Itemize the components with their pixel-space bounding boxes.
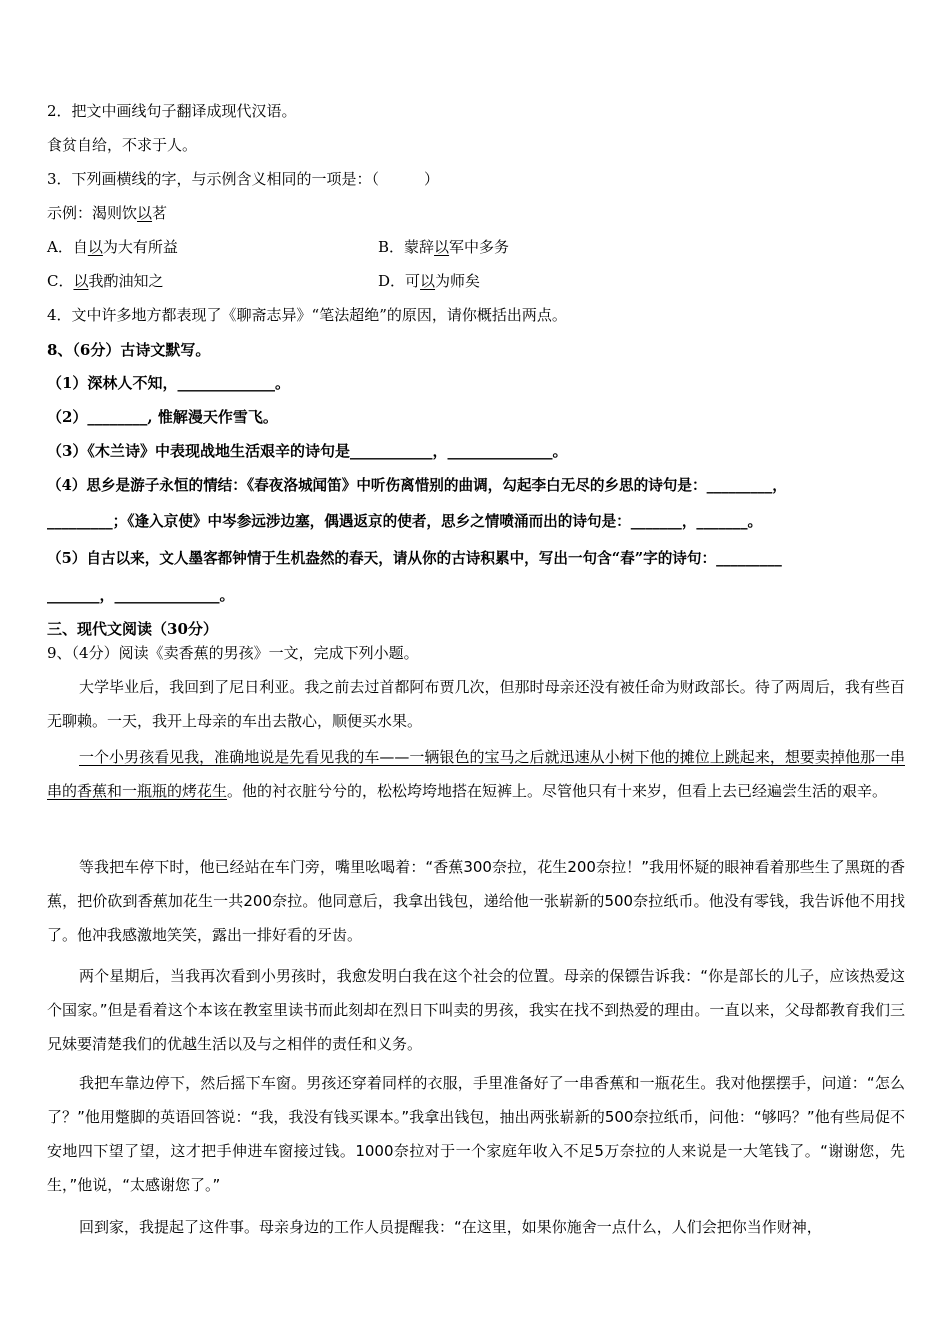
underlined-sentence: 一个小男孩看见我，准确地说是先看见我的车——一辆银色的宝马之后就迅速从小树下他的摊位上跳起来，想要卖掉他那一串串的香蕉和一瓶瓶的烤花生 bbox=[47, 748, 905, 800]
option-a: A．自以为大有所益 bbox=[47, 238, 178, 256]
option-c: C．以我酌油知之 bbox=[47, 272, 164, 290]
recite-line-1: （1）深林人不知，_____________。 bbox=[47, 374, 290, 392]
recite-line-4a: （4）思乡是游子永恒的情结：《春夜洛城闻笛》中听伤离惜别的曲调，勾起李白无尽的乡思的诗句是：_________， bbox=[47, 477, 787, 494]
article-paragraph-3: 等我把车停下时，他已经站在车门旁，嘴里吆喝着：“香蕉300奈拉，花生200奈拉！”我用怀疑的眼神看着那些生了黑斑的香蕉，把价砍到香蕉加花生一共200奈拉。他同意后，我拿出钱包，递给他一张崭新的500奈拉纸币。他没有零钱，我告诉他不用找了。他冲我感激地笑笑，露出一排好看的牙齿。 bbox=[47, 858, 905, 944]
article-paragraph-5: 我把车靠边停下，然后摇下车窗。男孩还穿着同样的衣服，手里准备好了一串香蕉和一瓶花生。我对他摆摆手，问道：“怎么了？”他用蹩脚的英语回答说：“我，我没有钱买课本。”我拿出钱包，抽出两张崭新的500奈拉纸币，问他：“够吗？”他有些局促不安地四下望了望，这才把手伸进车窗接过钱。1000奈拉对于一个家庭年收入不足5万奈拉的人来说是一大笔钱了。“谢谢您，先生，”他说，“太感谢您了。” bbox=[47, 1074, 905, 1194]
article-paragraph-4: 两个星期后，当我再次看到小男孩时，我愈发明白我在这个社会的位置。母亲的保镖告诉我：“你是部长的儿子，应该热爱这个国家。”但是看着这个本该在教室里读书而此刻却在烈日下叫卖的男孩，我实在找不到热爱的理由。一直以来，父母都教育我们三兄妹要清楚我们的优越生活以及与之相伴的责任和义务。 bbox=[47, 967, 905, 1053]
question-2-title: 2．把文中画线句子翻译成现代汉语。 bbox=[47, 102, 297, 120]
recite-line-4b: _________；《逢入京使》中岑参远涉边塞，偶遇返京的使者，思乡之情喷涌而出的诗句是：_______，_______。 bbox=[47, 513, 763, 530]
option-b: B．蒙辞以军中多务 bbox=[378, 238, 510, 256]
article-paragraph-1: 大学毕业后，我回到了尼日利亚。我之前去过首都阿布贾几次，但那时母亲还没有被任命为财政部长。待了两周后，我有些百无聊赖。一天，我开上母亲的车出去散心，顺便买水果。 bbox=[47, 678, 905, 730]
section-3-heading: 三、现代文阅读（30分） bbox=[47, 620, 218, 638]
recite-line-3: （3）《木兰诗》中表现战地生活艰辛的诗句是___________，______________。 bbox=[47, 442, 568, 460]
question-9-title: 9、（4分）阅读《卖香蕉的男孩》一文，完成下列小题。 bbox=[47, 644, 419, 662]
question-8-title: 8、（6分）古诗文默写。 bbox=[47, 341, 211, 359]
article-paragraph-2: 一个小男孩看见我，准确地说是先看见我的车——一辆银色的宝马之后就迅速从小树下他的摊位上跳起来，想要卖掉他那一串串的香蕉和一瓶瓶的烤花生。他的衬衣脏兮兮的，松松垮垮地搭在短裤上。尽管他只有十来岁，但看上去已经遍尝生活的艰辛。 bbox=[47, 748, 905, 800]
recite-line-5a: （5）自古以来，文人墨客都钟情于生机盎然的春天，请从你的古诗积累中，写出一句含“春”字的诗句：_________ bbox=[47, 550, 782, 567]
question-3-example: 示例：渴则饮以茗 bbox=[47, 204, 168, 222]
question-3-title: 3．下列画横线的字，与示例含义相同的一项是：（ ） bbox=[47, 170, 440, 188]
question-2-sentence: 食贫自给，不求于人。 bbox=[47, 136, 198, 154]
article-paragraph-6: 回到家，我提起了这件事。母亲身边的工作人员提醒我：“在这里，如果你施舍一点什么，人们会把你当作财神， bbox=[79, 1218, 822, 1236]
question-4-title: 4．文中许多地方都表现了《聊斋志异》“笔法超绝”的原因，请你概括出两点。 bbox=[47, 306, 567, 324]
option-d: D．可以为师矣 bbox=[378, 272, 481, 290]
recite-line-2: （2）________, 惟解漫天作雪飞。 bbox=[47, 408, 278, 426]
recite-line-5b: _______，______________。 bbox=[47, 586, 235, 604]
